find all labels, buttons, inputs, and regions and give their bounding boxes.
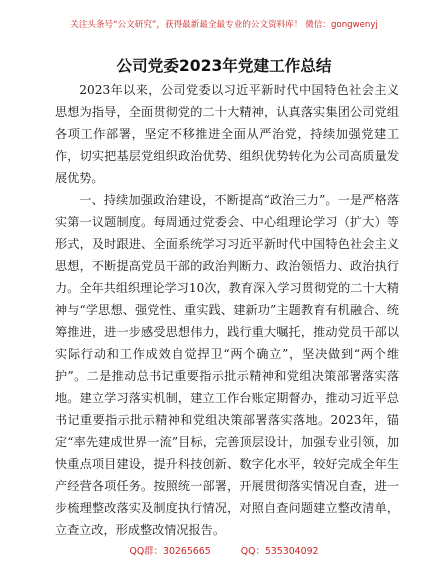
document-body xyxy=(55,79,399,541)
paragraph-section-1: 一、持续加强政治建设，不断提高“政治三力”。一是严格落实第一议题制度。每周通过党委会、中心组理论学习（扩大）等形式，及时跟进、全面系统学习习近平新时代中国特色社会主义思想，不断提高党员干部的政治判断力、政治领悟力、政治执行力。全年共组织理论学习10次，教育深入学习贯彻党的二十大精神与“学思想、强党性、重实践、建新功”主题教育有机融合、统筹推进，进一步感受思想伟力，践行重大嘱托，推动党员干部以实际行动和工作成效自觉捍卫“两个确立”，坚决做到“两个维护”。二是推动总书记重要指示批示精神和党组决策部署落实落地。建立学习落实机制，建立工作台账定期督办，推动习近平总书记重要指示批示精神和党组决策部署落实落地。2023年，锚定“率先建成世界一流”目标，完善顶层设计，加强专业引领，加快重点项目建设，提升科技创新、数字化水平，较好完成全年生产经营各项任务。按照统一部署，开展贯彻落实情况自查，进一步梳理整改落实及制度执行情况，对照自查问题建立整改清单，立查立改，形成整改情况报告。 xyxy=(55,193,399,537)
paragraph-intro: 2023年以来，公司党委以习近平新时代中国特色社会主义思想为指导，全面贯彻党的二十大精神，认真落实集团公司党组各项工作部署，坚定不移推进全面从严治党，持续加强党建工作，切实把基层党组织政治优势、组织优势转化为公司高质量发展优势。 xyxy=(55,83,399,185)
header-banner: 关注头条号“公文研究”，获得最新最全最专业的公文资料库！ 微信：gongwenyj xyxy=(70,20,378,30)
footer-qq-number: QQ：535304092 xyxy=(240,546,319,557)
footer-contact xyxy=(0,543,448,557)
document-title: 公司党委2023年党建工作总结 xyxy=(116,57,332,75)
footer-qq-group: QQ群：30265665 xyxy=(129,546,211,557)
